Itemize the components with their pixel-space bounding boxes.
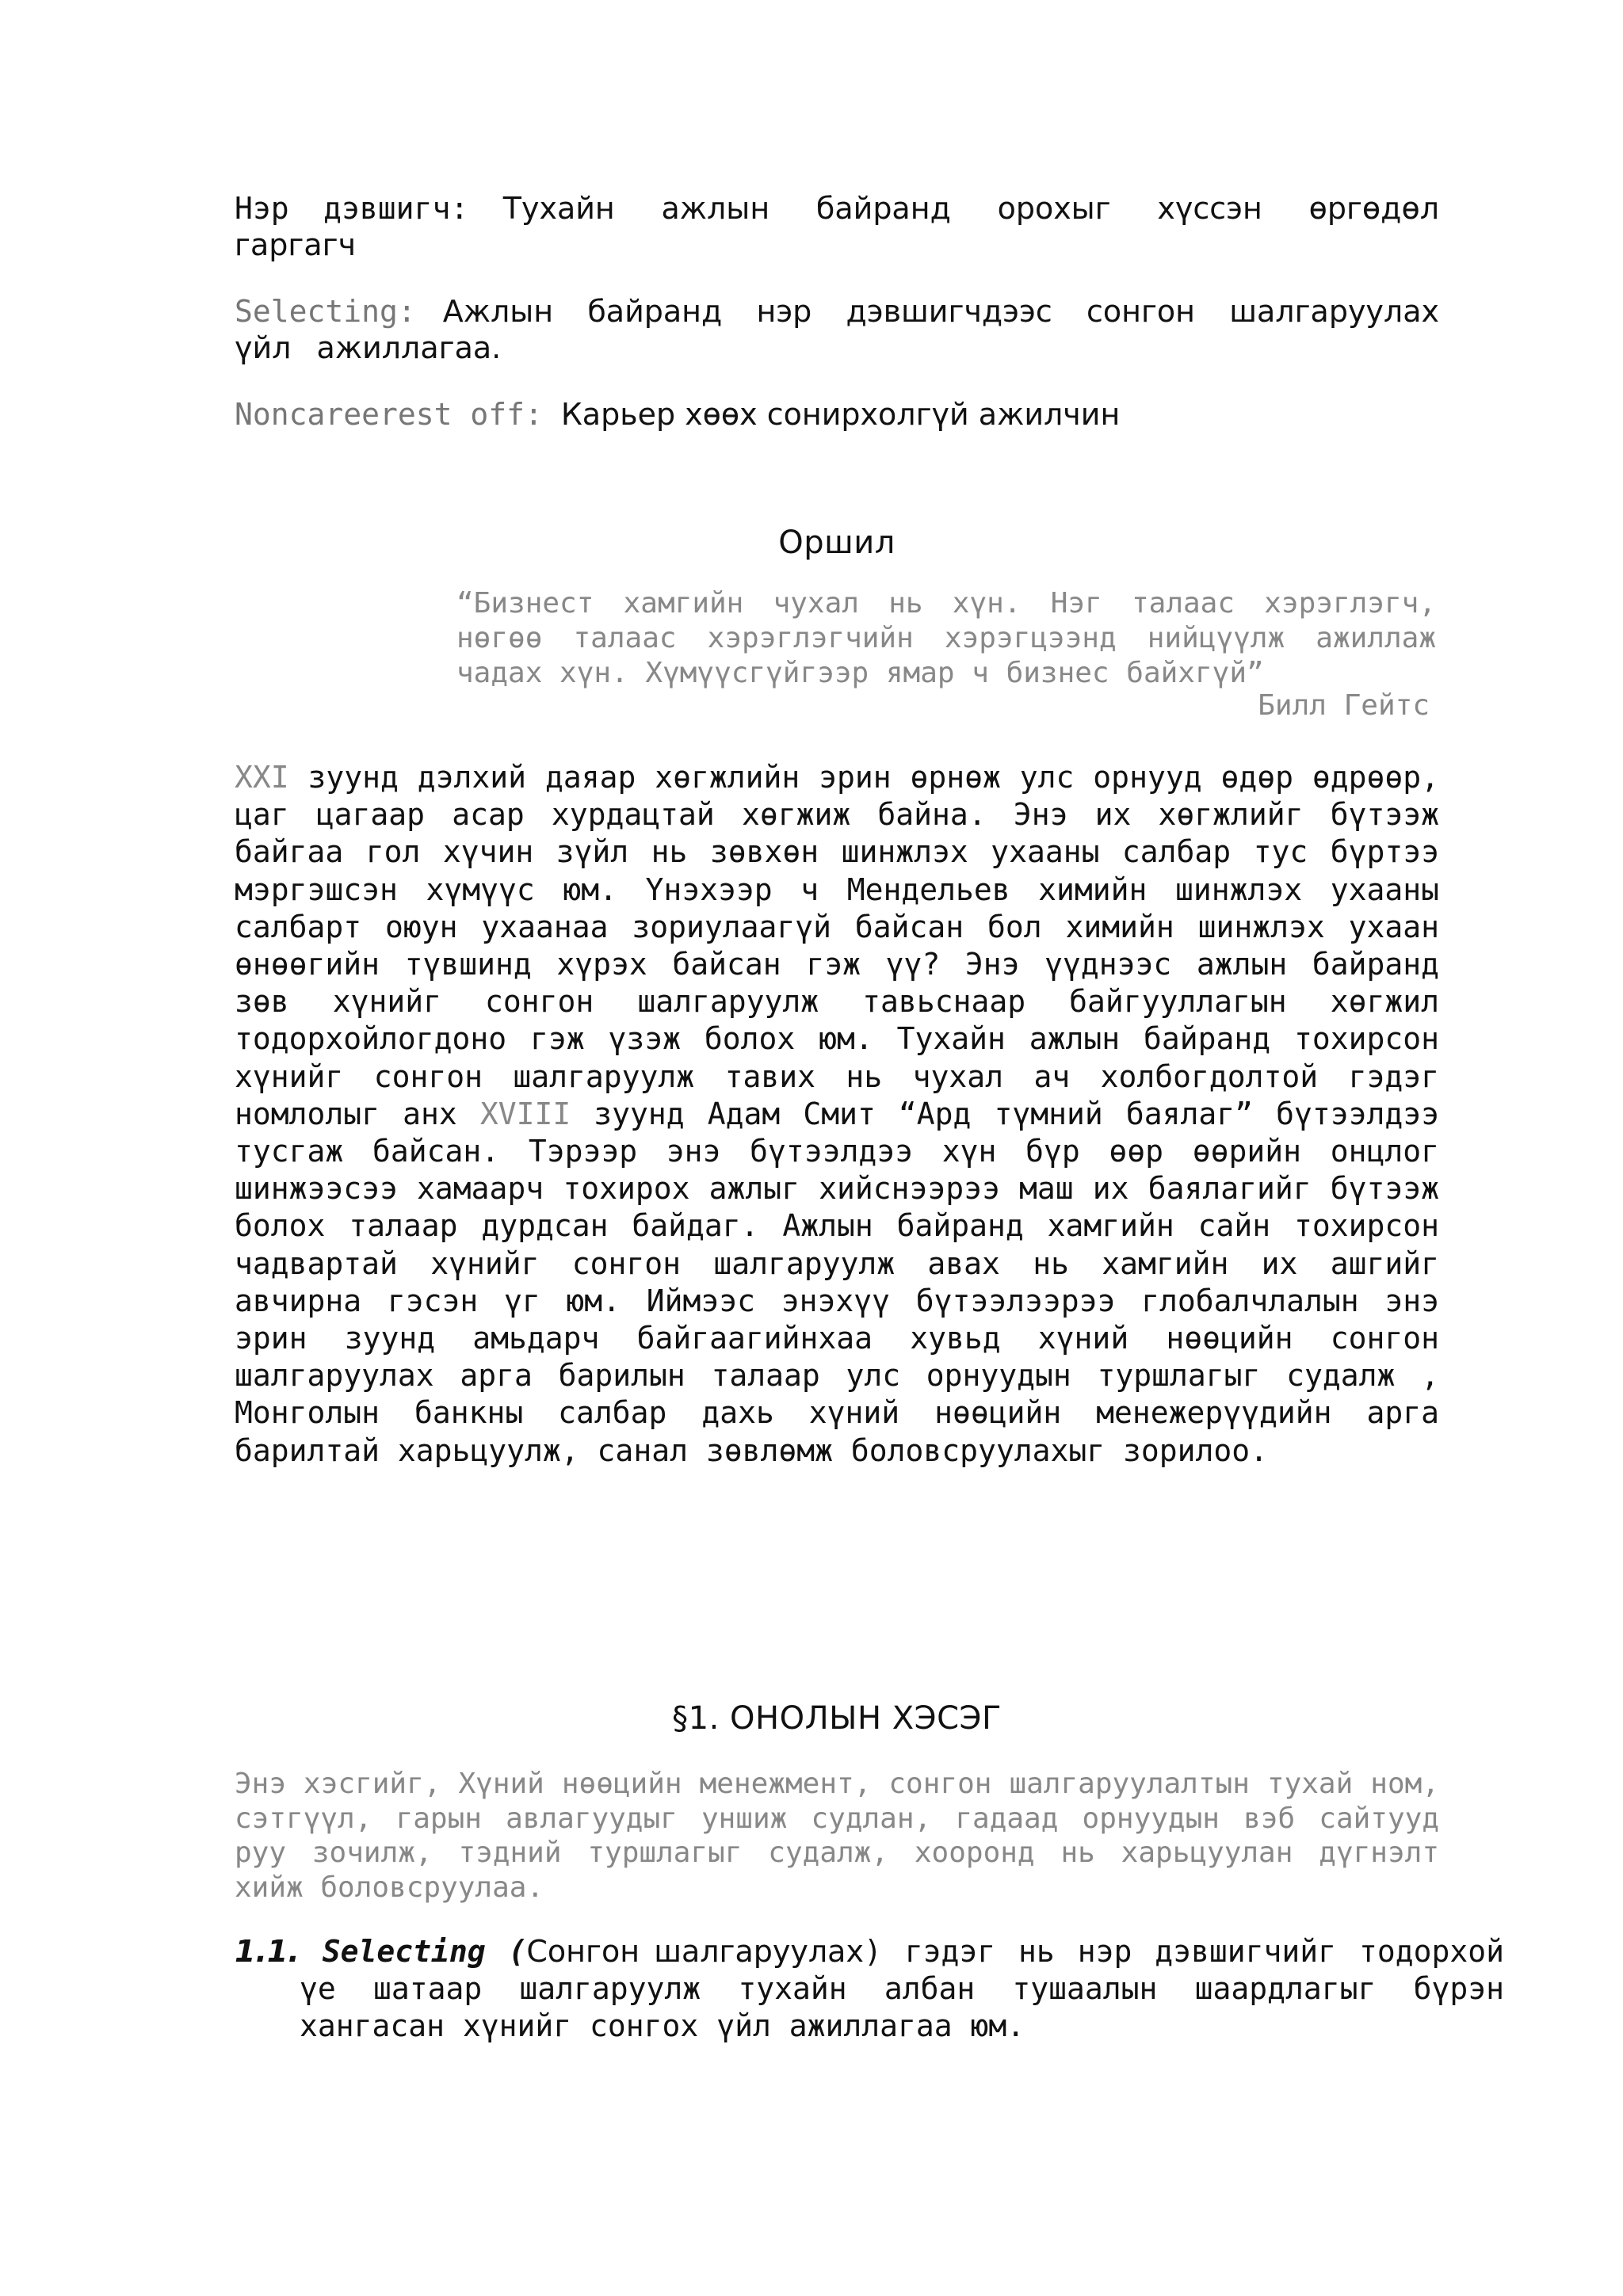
section-intro: Энэ хэсгийг, Хүний нөөцийн менежмент, сонгон шалгаруулалтын тухай ном, сэтгүүл, гарын авлагуудыг уншиж судлан, гадаад орнуудын вэб сайтууд руу зочилж, тэдний туршлагыг судалж, хооронд нь харьцуулан дүгнэлт хийж боловсруулаа. xyxy=(235,1768,1439,1904)
section-item xyxy=(235,1933,1504,2045)
definition-selecting xyxy=(235,293,1439,366)
definition-text: Тухайн ажлын байранд орохыг хүссэн өргөдөл гаргагч xyxy=(235,191,1439,262)
definition-term: Selecting: xyxy=(235,294,416,329)
document-page xyxy=(235,0,1504,2296)
item-paren-open: ( xyxy=(485,1934,527,1969)
roman-numeral: XXI xyxy=(235,760,289,795)
item-term-translation: Сонгон шалгаруулах xyxy=(526,1934,864,1969)
definition-text: Ажлын байранд нэр дэвшигчдээс сонгон шалгаруулах үйл ажиллагаа. xyxy=(235,294,1439,365)
epigraph-quote: “Бизнест хамгийн чухал нь хүн. Нэг талаас хэрэглэгч, нөгөө талаас хэрэглэгчийн хэрэгцээнд нийцүүлж ажиллаж чадах хүн. Хүмүүсгүйгээр ямар ч бизнес байхгүй” xyxy=(456,587,1436,689)
paragraph-text: зуунд дэлхий даяар хөгжлийн эрин өрнөж улс орнууд өдөр өдрөөр, цаг цагаар асар хурдацтай хөгжиж байна. Энэ их хөгжлийг бүтээж байгаа гол хүчин зүйл нь зөвхөн шинжлэх ухааны салбар тус бүртээ мэргэшсэн хүмүүс юм. Үнэхээр ч Мендельев химийн шинжлэх ухааны салбарт оюун ухаанаа зориулаагүй байсан бол химийн шинжлэх ухаан өнөөгийн түвшинд хүрэх байсан гэж үү? Энэ үүднээс ажлын байранд зөв хүнийг сонгон шалгаруулж тавьснаар байгууллагын хөгжил тодорхойлогдоно гэж үзэж болох юм. Тухайн ажлын байранд тохирсон хүнийг сонгон шалгаруулж тавих нь чухал ач холбогдолтой гэдэг номлолыг анх xyxy=(235,760,1439,1131)
definition-term: Noncareerest off: xyxy=(235,397,543,432)
epigraph-author: Билл Гейтс xyxy=(1258,689,1430,722)
item-number: 1.1. xyxy=(235,1934,300,1969)
item-text: гэдэг нь нэр дэвшигчийг тодорхой үе шатаар шалгаруулж тухайн албан тушаалын шаардлагыг бүрэн хангасан хүнийг сонгох үйл ажиллагаа юм. xyxy=(300,1934,1504,2043)
preface-title: Оршил xyxy=(778,524,896,561)
roman-numeral: XVIII xyxy=(479,1096,571,1131)
preface-paragraph xyxy=(235,759,1439,1470)
definition-noncareerist xyxy=(235,396,1439,433)
item-paren-close: ) xyxy=(863,1934,882,1969)
definition-text: Карьер хөөх сонирхолгүй ажилчин xyxy=(560,397,1121,432)
section-title: §1. ОНОЛЫН ХЭСЭГ xyxy=(672,1700,1002,1737)
item-term: Selecting xyxy=(322,1934,486,1969)
definition-candidate xyxy=(235,190,1439,263)
paragraph-text: зуунд Адам Смит “Ард түмний баялаг” бүтээлдээ тусгаж байсан. Тэрээр энэ бүтээлдээ хүн бүр өөр өөрийн онцлог шинжээсээ хамаарч тохирох ажлыг хийснээрээ маш их баялагийг бүтээж болох талаар дурдсан байдаг. Ажлын байранд хамгийн сайн тохирсон чадвартай хүнийг сонгон шалгаруулж авах нь хамгийн их ашгийг авчирна гэсэн үг юм. Иймээс энэхүү бүтээлээрээ глобалчлалын энэ эрин зуунд амьдарч байгаагийнхаа хувьд хүний нөөцийн сонгон шалгаруулах арга барилын талаар улс орнуудын туршлагыг судалж , Монголын банкны салбар дахь хүний нөөцийн менежерүүдийн арга барилтай харьцуулж, санал зөвлөмж боловсруулахыг зорилоо. xyxy=(235,1096,1439,1468)
definition-term: Нэр дэвшигч: xyxy=(235,191,469,226)
